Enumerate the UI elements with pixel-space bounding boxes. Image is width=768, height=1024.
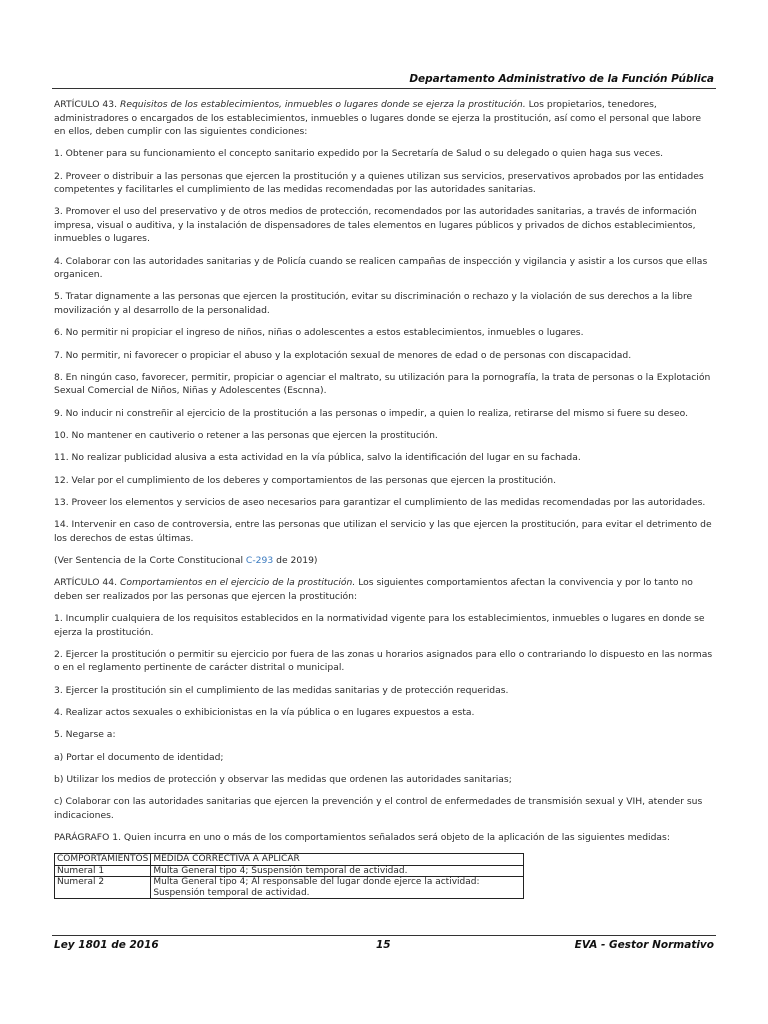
- header-divider: [52, 88, 716, 89]
- table-row: [55, 877, 524, 899]
- document-body: [54, 98, 714, 899]
- article-43-item: 11. No realizar publicidad alusiva a esta actividad en la vía pública, salvo la identificación del lugar en su fachada.: [54, 452, 581, 464]
- court-ruling-note: (Ver Sentencia de la Corte Constitucional C-293 de 2019): [54, 554, 318, 566]
- footer-divider: [52, 935, 716, 936]
- article-43-item: 8. En ningún caso, favorecer, permitir, propiciar o agenciar el maltrato, su utilización para la pornografía, la trata de personas o la Explotación Sexual Comercial de Niños, Niñas y Adolescentes (Escnna).: [54, 371, 711, 397]
- footer-law-title: Ley 1801 de 2016: [54, 939, 159, 951]
- article-43-heading: Requisitos de los establecimientos, inmuebles o lugares donde se ejerza la prostitución.: [119, 99, 526, 110]
- article-44-item: 1. Incumplir cualquiera de los requisitos establecidos en la normatividad vigente para los establecimientos, inmuebles o lugares en donde se ejerza la prostitución.: [54, 613, 705, 638]
- article-43-body: Los propietarios, tenedores, administradores o encargados de los establecimientos, inmuebles o lugares donde se ejerza la prostitución, así como el personal que labore en ellos, deben cumplir con las siguientes condiciones:: [54, 99, 702, 137]
- table-row: [55, 865, 524, 877]
- article-43-lead: ARTÍCULO 43.: [54, 99, 118, 110]
- article-44-item: 2. Ejercer la prostitución o permitir su ejercicio por fuera de las zonas u horarios asignados para ello o contrariando lo dispuesto en las normas o en el reglamento pertinente de carácter distrital o municipal.: [54, 648, 713, 674]
- article-44-intro: [54, 576, 714, 603]
- ruling-link[interactable]: C-293: [245, 554, 274, 566]
- table-cell: Numeral 1: [55, 865, 151, 877]
- table-cell: Numeral 2: [55, 877, 151, 899]
- article-44-subitem: c) Colaborar con las autoridades sanitarias que ejercen la prevención y el control de enfermedades de transmisión sexual y VIH, atender sus indicaciones.: [54, 796, 703, 821]
- article-43-item: 5. Tratar dignamente a las personas que ejercen la prostitución, evitar su discriminación o rechazo y la violación de sus derechos a la libre movilización y al desarrollo de la personalidad.: [54, 291, 693, 316]
- table-header-cell: MEDIDA CORRECTIVA A APLICAR: [151, 854, 524, 866]
- article-43-item: 9. No inducir ni constreñir al ejercicio de la prostitución a las personas o impedir, a quien lo realiza, retirarse del mismo si fuere su deseo.: [54, 407, 688, 419]
- article-43-item: 12. Velar por el cumplimiento de los deberes y comportamientos de las personas que ejercen la prostitución.: [54, 474, 557, 486]
- table-cell: Multa General tipo 4; Al responsable del lugar donde ejerce la actividad: Suspensión temporal de actividad.: [151, 877, 524, 899]
- table-cell: Multa General tipo 4; Suspensión temporal de actividad.: [151, 865, 524, 877]
- table-header-row: [55, 854, 524, 866]
- article-44-item: 3. Ejercer la prostitución sin el cumplimiento de las medidas sanitarias y de protección requeridas.: [54, 684, 509, 696]
- corrective-measures-table: [54, 853, 524, 899]
- article-44-item: 4. Realizar actos sexuales o exhibicionistas en la vía pública o en lugares expuestos a esta.: [54, 706, 475, 718]
- article-44-lead: ARTÍCULO 44.: [54, 577, 118, 589]
- article-43-item: 4. Colaborar con las autoridades sanitarias y de Policía cuando se realicen campañas de inspección y vigilancia y asistir a los cursos que ellas organicen.: [54, 255, 708, 281]
- article-43-item: 6. No permitir ni propiciar el ingreso de niños, niñas o adolescentes a estos establecimientos, inmuebles o lugares.: [54, 327, 584, 339]
- article-43-intro: [54, 98, 714, 139]
- article-44-subitem: a) Portar el documento de identidad;: [54, 751, 224, 763]
- article-43-item: 14. Intervenir en caso de controversia, entre las personas que utilizan el servicio y las que ejercen la prostitución, para evitar el detrimento de los derechos de estas últimas.: [54, 519, 712, 544]
- paragrafo-1: PARÁGRAFO 1. Quien incurra en uno o más de los comportamientos señalados será objeto de la aplicación de las siguientes medidas:: [54, 831, 670, 843]
- table-header-cell: COMPORTAMIENTOS: [55, 854, 151, 866]
- article-43-item: 13. Proveer los elementos y servicios de aseo necesarios para garantizar el cumplimiento de las medidas recomendadas por las autoridades.: [54, 496, 706, 508]
- article-44-heading: Comportamientos en el ejercicio de la prostitución.: [119, 577, 356, 589]
- article-44-body: Los siguientes comportamientos afectan la convivencia y por lo tanto no deben ser realizados por las personas que ejercen la prostitución:: [54, 577, 693, 602]
- article-44-item: 5. Negarse a:: [54, 729, 116, 741]
- article-44-subitem: b) Utilizar los medios de protección y observar las medidas que ordenen las autoridades sanitarias;: [54, 773, 512, 785]
- page-header-title: Departamento Administrativo de la Función Pública: [409, 73, 714, 85]
- article-43-item: 3. Promover el uso del preservativo y de otros medios de protección, recomendados por las autoridades sanitarias, a través de información impresa, visual o auditiva, y la instalación de dispensadores de tales elementos en lugares públicos y privados de dichos establecimientos, inmuebles o lugares.: [54, 206, 697, 245]
- footer-source: EVA - Gestor Normativo: [574, 939, 714, 951]
- article-43-item: 1. Obtener para su funcionamiento el concepto sanitario expedido por la Secretaría de Salud o su delegado o quien haga sus veces.: [54, 148, 664, 160]
- page-number: 15: [376, 939, 391, 951]
- article-43-item: 7. No permitir, ni favorecer o propiciar el abuso y la explotación sexual de menores de edad o de personas con discapacidad.: [54, 349, 632, 361]
- article-43-item: 10. No mantener en cautiverio o retener a las personas que ejercen la prostitución.: [54, 429, 438, 441]
- article-43-item: 2. Proveer o distribuir a las personas que ejercen la prostitución y a quienes utilizan sus servicios, preservativos aprobados por las entidades competentes y facilitarles el cumplimiento de las medidas recomendadas por las autoridades sanitarias.: [54, 170, 704, 196]
